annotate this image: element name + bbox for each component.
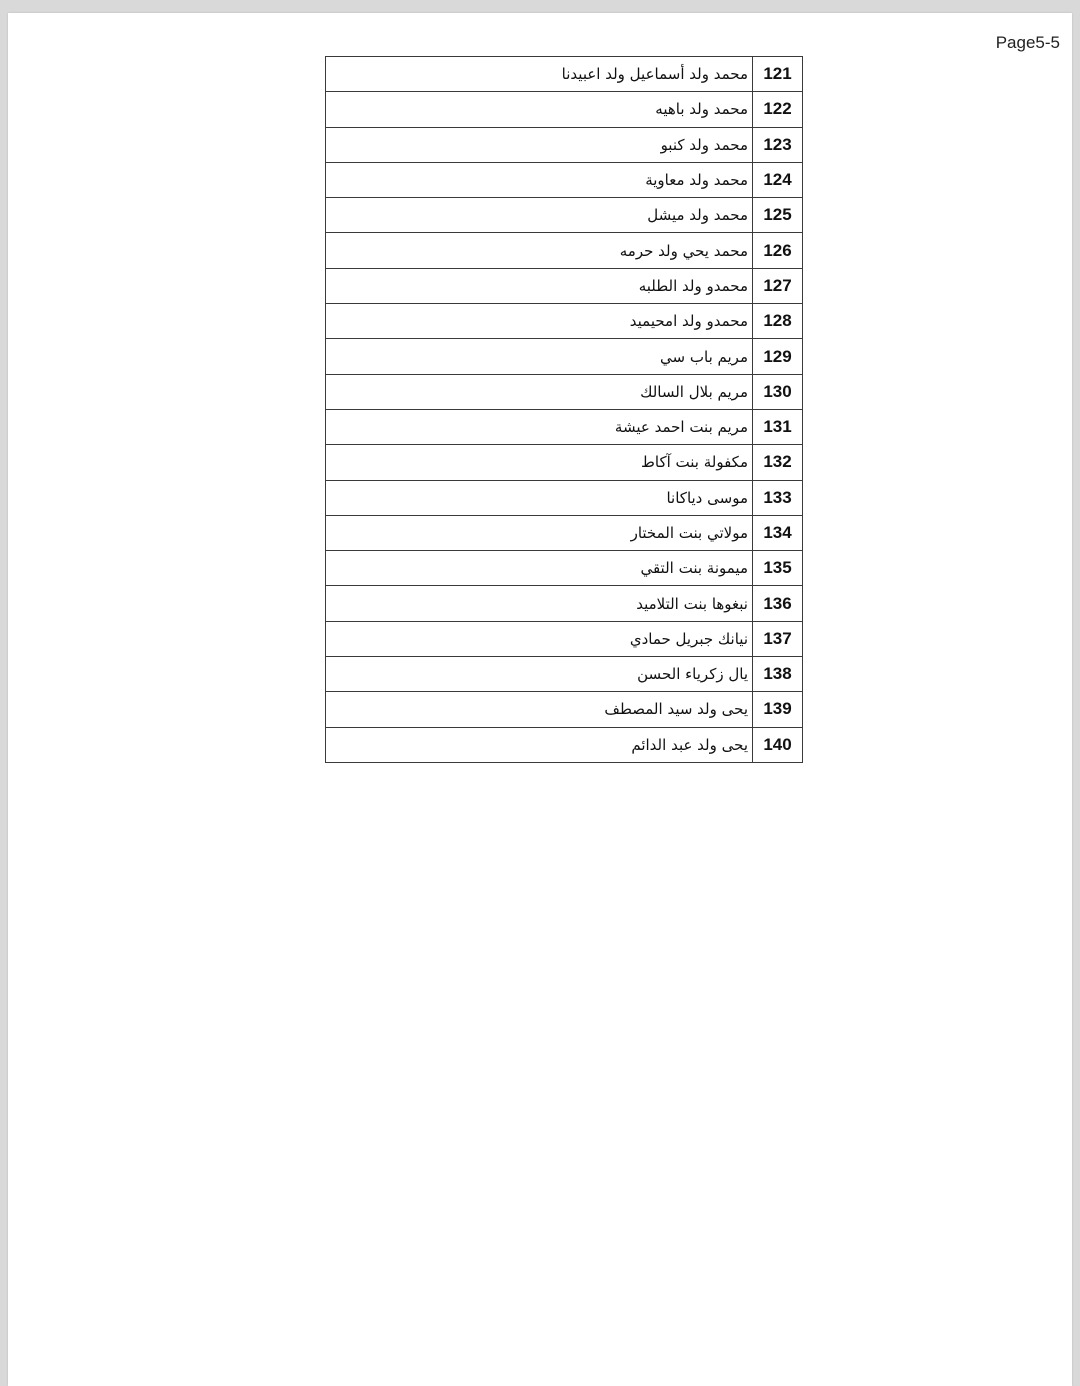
table-row bbox=[326, 127, 803, 162]
row-name: مريم بلال السالك bbox=[326, 374, 753, 409]
table-row bbox=[326, 233, 803, 268]
row-name: موسى دياكانا bbox=[326, 480, 753, 515]
row-name: يال زكرياء الحسن bbox=[326, 657, 753, 692]
row-name: محمد يحي ولد حرمه bbox=[326, 233, 753, 268]
table-row bbox=[326, 657, 803, 692]
table-row bbox=[326, 586, 803, 621]
row-number: 121 bbox=[753, 57, 803, 92]
row-name: مكفولة بنت آكاط bbox=[326, 445, 753, 480]
row-number: 135 bbox=[753, 551, 803, 586]
row-name: مريم بنت احمد عيشة bbox=[326, 409, 753, 444]
row-number: 129 bbox=[753, 339, 803, 374]
table-row bbox=[326, 409, 803, 444]
row-number: 136 bbox=[753, 586, 803, 621]
row-number: 133 bbox=[753, 480, 803, 515]
table-row bbox=[326, 692, 803, 727]
row-number: 125 bbox=[753, 198, 803, 233]
row-number: 137 bbox=[753, 621, 803, 656]
row-number: 140 bbox=[753, 727, 803, 762]
row-number: 124 bbox=[753, 162, 803, 197]
row-number: 139 bbox=[753, 692, 803, 727]
table-row bbox=[326, 92, 803, 127]
table-row bbox=[326, 727, 803, 762]
row-name: نيانك جبريل حمادي bbox=[326, 621, 753, 656]
row-name: نبغوها بنت التلاميد bbox=[326, 586, 753, 621]
row-name: محمد ولد كنبو bbox=[326, 127, 753, 162]
row-number: 138 bbox=[753, 657, 803, 692]
table-row bbox=[326, 515, 803, 550]
names-table bbox=[325, 56, 803, 763]
table-row bbox=[326, 57, 803, 92]
table-row bbox=[326, 339, 803, 374]
row-name: محمدو ولد الطلبه bbox=[326, 268, 753, 303]
table-row bbox=[326, 445, 803, 480]
row-number: 126 bbox=[753, 233, 803, 268]
table-row bbox=[326, 198, 803, 233]
row-name: محمد ولد باهيه bbox=[326, 92, 753, 127]
table-row bbox=[326, 374, 803, 409]
table-row bbox=[326, 268, 803, 303]
table-row bbox=[326, 480, 803, 515]
table-row bbox=[326, 621, 803, 656]
row-number: 122 bbox=[753, 92, 803, 127]
page-number-label: Page5-5 bbox=[995, 33, 1060, 52]
row-name: محمد ولد أسماعيل ولد اعبيدنا bbox=[326, 57, 753, 92]
table-row bbox=[326, 162, 803, 197]
row-name: محمد ولد ميشل bbox=[326, 198, 753, 233]
row-name: محمد ولد معاوية bbox=[326, 162, 753, 197]
row-name: يحى ولد عبد الدائم bbox=[326, 727, 753, 762]
row-name: مريم باب سي bbox=[326, 339, 753, 374]
row-number: 132 bbox=[753, 445, 803, 480]
table-row bbox=[326, 304, 803, 339]
row-name: يحى ولد سيد المصطف bbox=[326, 692, 753, 727]
row-number: 134 bbox=[753, 515, 803, 550]
row-name: ميمونة بنت التقي bbox=[326, 551, 753, 586]
row-number: 130 bbox=[753, 374, 803, 409]
row-number: 128 bbox=[753, 304, 803, 339]
row-number: 123 bbox=[753, 127, 803, 162]
row-number: 127 bbox=[753, 268, 803, 303]
table-row bbox=[326, 551, 803, 586]
row-number: 131 bbox=[753, 409, 803, 444]
document-page bbox=[8, 13, 1072, 1386]
row-name: محمدو ولد امحيميد bbox=[326, 304, 753, 339]
row-name: مولاتي بنت المختار bbox=[326, 515, 753, 550]
